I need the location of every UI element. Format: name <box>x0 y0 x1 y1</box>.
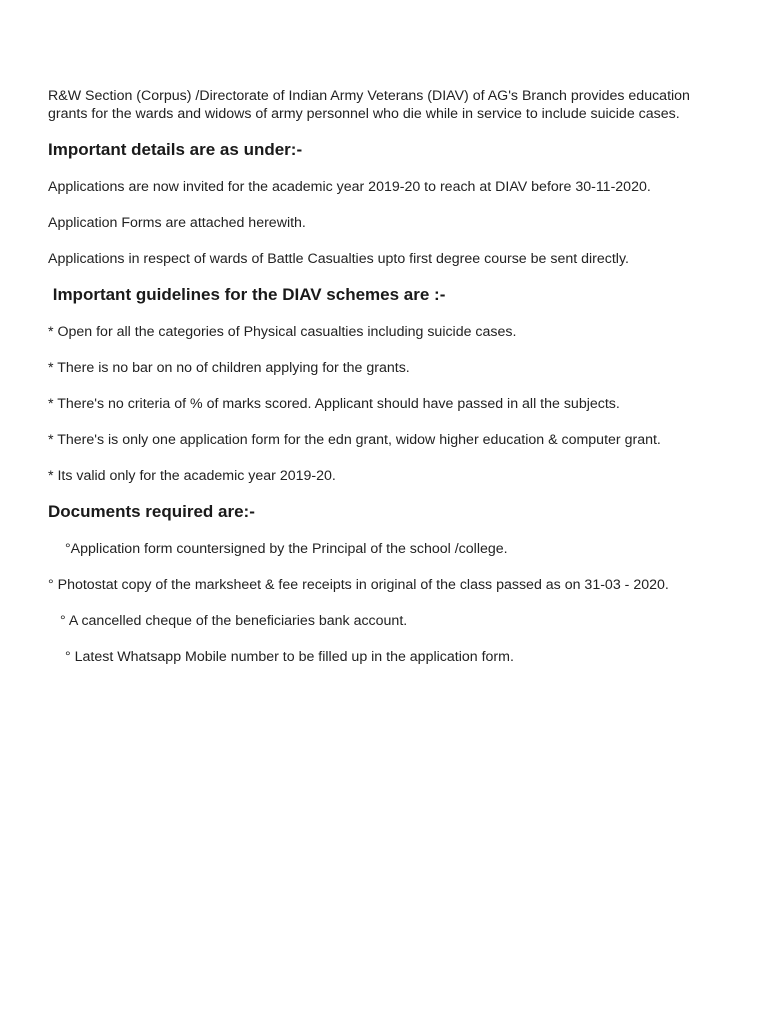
details-item: Applications in respect of wards of Battle Casualties upto first degree course be sent directly. <box>48 251 629 267</box>
details-heading: Important details are as under:- <box>48 140 303 159</box>
document-item: ° Latest Whatsapp Mobile number to be filled up in the application form. <box>65 649 514 665</box>
details-item: Applications are now invited for the academic year 2019-20 to reach at DIAV before 30-11-2020. <box>48 179 651 195</box>
documents-heading: Documents required are:- <box>48 502 255 521</box>
document-item: °Application form countersigned by the Principal of the school /college. <box>65 541 508 557</box>
guidelines-heading: Important guidelines for the DIAV schemes are :- <box>48 285 446 304</box>
intro-paragraph: R&W Section (Corpus) /Directorate of Indian Army Veterans (DIAV) of AG's Branch provides education grants for the wards and widows of army personnel who die while in service to include suicide cases. <box>48 88 690 122</box>
guideline-item: * There's no criteria of % of marks scored. Applicant should have passed in all the subjects. <box>48 396 620 412</box>
document-item: ° Photostat copy of the marksheet & fee receipts in original of the class passed as on 31-03 - 2020. <box>48 577 669 593</box>
details-item: Application Forms are attached herewith. <box>48 215 306 231</box>
guideline-item: * Open for all the categories of Physical casualties including suicide cases. <box>48 324 517 340</box>
guideline-item: * Its valid only for the academic year 2019-20. <box>48 468 336 484</box>
guideline-item: * There's is only one application form for the edn grant, widow higher education & computer grant. <box>48 432 661 448</box>
document-body <box>48 87 738 666</box>
guideline-item: * There is no bar on no of children applying for the grants. <box>48 360 410 376</box>
document-item: ° A cancelled cheque of the beneficiaries bank account. <box>60 613 408 629</box>
